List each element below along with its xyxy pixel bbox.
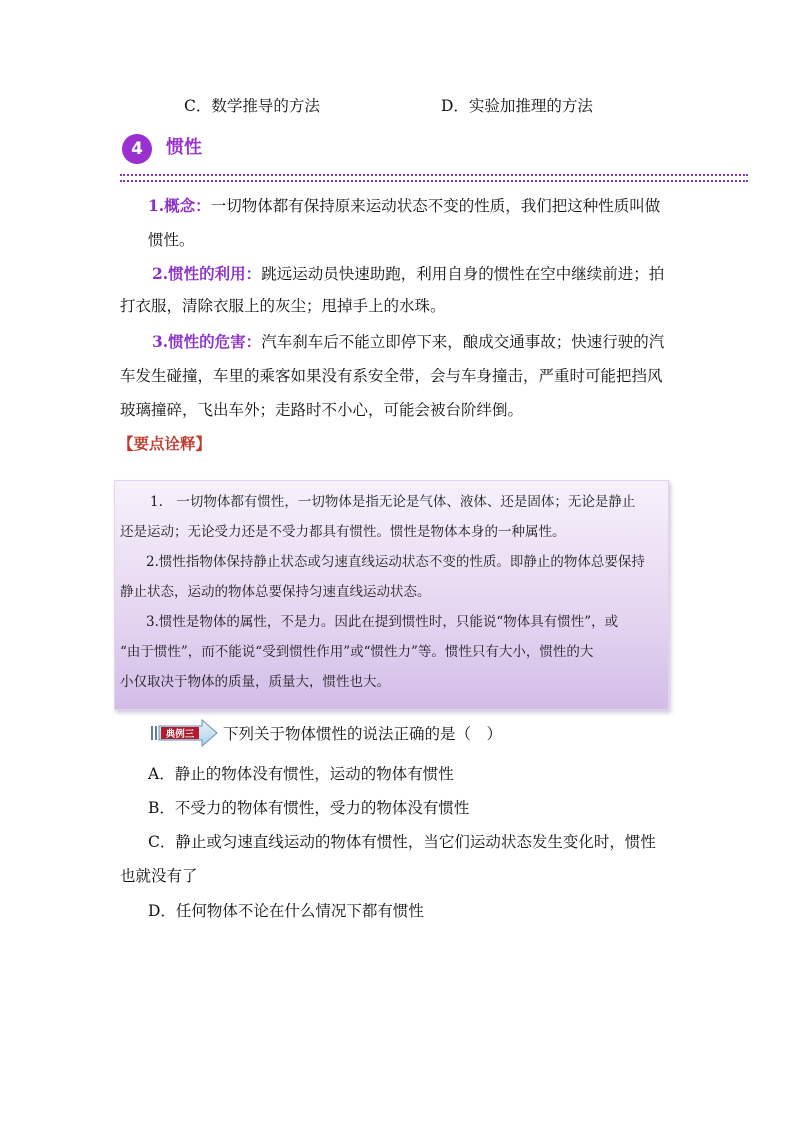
example-option-d: D．任何物体不论在什么情况下都有惯性	[148, 902, 424, 920]
harm-paragraph-cont-1: 车发生碰撞，车里的乘客如果没有系安全带，会与车身撞击，严重时可能把挡风	[120, 367, 663, 385]
key-point-3: 3.惯性是物体的属性，不是力。因此在提到惯性时，只能说“物体具有惯性”，或	[146, 614, 619, 630]
section-divider-bottom	[120, 180, 748, 182]
example-option-a: A．静止的物体没有惯性，运动的物体有惯性	[148, 765, 454, 783]
concept-paragraph-1	[148, 196, 660, 216]
harm-paragraph-cont-2: 玻璃撞碎，飞出车外；走路时不小心，可能会被台阶绊倒。	[120, 401, 524, 419]
example-tag-label: 典例三	[165, 729, 195, 740]
option-c-prev: C．数学推导的方法	[184, 97, 320, 115]
key-point-2: 2.惯性指物体保持静止状态或匀速直线运动状态不变的性质。即静止的物体总要保持	[146, 554, 645, 570]
example-tag	[150, 718, 218, 748]
usage-paragraph-cont: 打衣服，清除衣服上的灰尘；甩掉手上的水珠。	[120, 297, 446, 315]
key-point-3-cont-1: “由于惯性”，而不能说“受到惯性作用”或“惯性力”等。惯性只有大小，惯性的大	[120, 644, 594, 660]
option-d-prev: D．实验加推理的方法	[441, 97, 593, 115]
usage-label: 2.惯性的利用：	[152, 264, 262, 283]
key-point-1: 1. 一切物体都有惯性，一切物体是指无论是气体、液体、还是固体；无论是静止	[150, 494, 636, 510]
concept-text: 一切物体都有保持原来运动状态不变的性质，我们把这种性质叫做	[210, 197, 661, 215]
usage-text: 跳远运动员快速助跑，利用自身的惯性在空中继续前进；拍	[261, 265, 665, 283]
concept-paragraph-1-cont: 惯性。	[148, 231, 195, 249]
key-point-1-cont: 还是运动；无论受力还是不受力都具有惯性。惯性是物体本身的一种属性。	[120, 524, 566, 540]
key-points-box	[114, 480, 669, 710]
section-title: 惯性	[166, 137, 202, 158]
concept-label: 1.概念：	[148, 196, 211, 215]
key-point-2-cont: 静止状态，运动的物体总要保持匀速直线运动状态。	[120, 584, 431, 600]
example-question: 下列关于物体惯性的说法正确的是（ ）	[223, 725, 503, 743]
harm-paragraph	[152, 332, 664, 352]
section-divider-top	[120, 174, 748, 176]
harm-label: 3.惯性的危害：	[152, 332, 262, 351]
example-arrow-icon	[150, 718, 218, 748]
example-option-c: C．静止或匀速直线运动的物体有惯性，当它们运动状态发生变化时，惯性	[148, 833, 656, 851]
example-option-b: B．不受力的物体有惯性，受力的物体没有惯性	[148, 799, 470, 817]
section-number-badge: 4	[122, 134, 152, 164]
example-option-c-cont: 也就没有了	[120, 867, 198, 885]
usage-paragraph	[152, 264, 664, 284]
harm-text: 汽车刹车后不能立即停下来，酿成交通事故；快速行驶的汽	[261, 333, 665, 351]
key-points-heading: 【要点诠释】	[118, 434, 212, 453]
key-point-3-cont-2: 小仅取决于物体的质量，质量大，惯性也大。	[120, 674, 390, 690]
